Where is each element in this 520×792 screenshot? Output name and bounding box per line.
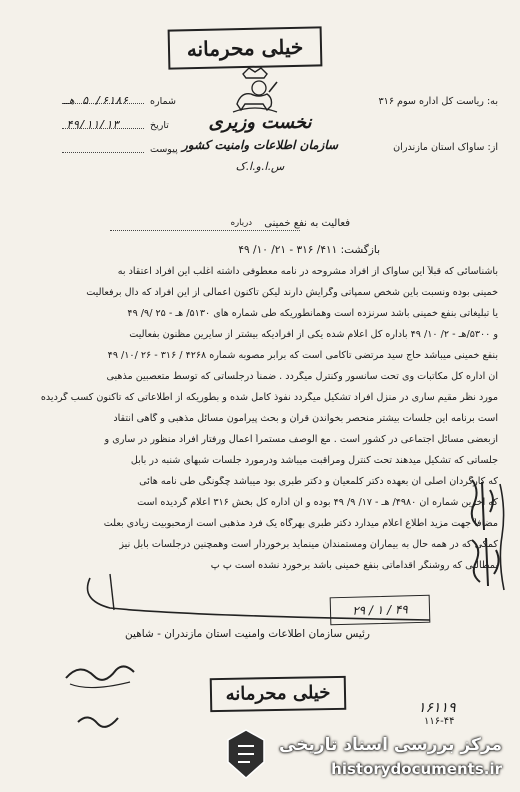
subject-label: درباره bbox=[230, 218, 252, 228]
number-value: ۶۱۸۶/ ۵ هـ bbox=[62, 94, 129, 107]
body-line: ازبعضی مسائل اجتماعی در کشور است . مع الوصف مستمراً اعمال ورفتار افراد منظور در ساری و bbox=[104, 434, 498, 445]
body-line: و ۵۳۰۰/هـ - ۲/ ۱۰/ ۴۹ باداره کل اعلام شده یکی از افرادیکه بیشتر از سایرین مظنون بفعالیت bbox=[129, 329, 498, 340]
date-value: ۴۹/۱۱/۱۳ bbox=[66, 118, 119, 131]
body-line: مورد نظر مقیم ساری در منزل افراد تشکیل میگردد نفوذ کامل شده و بطوریکه از اطلاعاتی که تاکنون کسب گردیده bbox=[40, 392, 498, 403]
reference-line: بازگشت: ۴۱۱/ ۳۱۶ - ۲۱/ ۱۰/ ۴۹ bbox=[238, 244, 380, 256]
classification-stamp-top: خیلی محرمانه bbox=[168, 26, 323, 69]
body-line: آن اداره کل مکاتبات وی تحت سانسور وکنترل میگردد . ضمناً درجلساتی که توسط متعصبین مذهبی bbox=[106, 371, 498, 382]
margin-handwritten-note-icon bbox=[460, 470, 516, 620]
footer-url: historydocuments.ir bbox=[331, 760, 502, 778]
body-line: یا تبلیغاتی بنفع خمینی باشد سرنزده است وهمانطوریکه طی شماره های ۵۱۳۰/ هـ - ۲۵ /۹/ ۴۹ bbox=[127, 308, 498, 319]
history-documents-logo-icon bbox=[224, 728, 268, 780]
lion-and-sun-emblem-icon bbox=[229, 64, 281, 116]
body-line: باشناسائی که قبلاً این ساواک از افراد مشروحه در نامه معطوفی داشته اغلب این افراد اعتقاد به bbox=[117, 266, 498, 277]
body-line: که آخرین شماره آن ۴۹۸۰/ هـ - ۱۷/ ۹/ ۴۹ بوده و آن اداره کل بخش ۳۱۶ اعلام گردیده است bbox=[137, 497, 498, 508]
body-line: جلساتی که تشکیل میدهند تحت کنترل ومراقبت میباشد ودرمورد جلسات شبهای شنبه در بابل bbox=[130, 455, 498, 466]
received-stamp bbox=[330, 595, 431, 626]
body-line: مضافاً جهت مزید اطلاع اعلام میدارد دکتر طبری بهرگاه یک فرد مذهبی است ازمحبوبیت زیادی بعلت bbox=[103, 518, 498, 529]
ministry-heading: نخست وزیری bbox=[208, 112, 312, 133]
footer-title: مرکز بررسی اسناد تاریخی bbox=[279, 735, 502, 755]
date-label: تاریخ bbox=[150, 120, 169, 131]
from-line: از: ساواک استان مازندران bbox=[393, 142, 498, 153]
attachment-label: پیوست bbox=[150, 144, 178, 155]
classification-stamp-bottom: خیلی محرمانه bbox=[210, 676, 347, 712]
handwritten-initials-icon bbox=[60, 652, 140, 742]
file-sub-number: ۱۱۶-۴۴ bbox=[424, 716, 455, 727]
to-line: به: ریاست کل اداره سوم ۳۱۶ bbox=[378, 96, 498, 107]
body-line: بمطالبی که روشنگر اقداماتی بنفع خمینی باشد برخورد نشده است پ پ bbox=[210, 560, 498, 571]
organization-heading: سازمان اطلاعات وامنیت کشور bbox=[181, 138, 339, 152]
subject-value: فعالیت به نفع خمینی bbox=[264, 218, 350, 229]
body-line: کمکی که در همه حال به بیماران ومستمندان مینماید برخوردار است وهمچنین درجلسات بابل نیز bbox=[119, 539, 498, 550]
received-stamp-value: ۲۹ / ۱ / ۴۹ bbox=[352, 602, 408, 618]
file-number: ۱۶۱۱۹ bbox=[418, 700, 456, 716]
signature-title: رئیس سازمان اطلاعات وامنیت استان مازندران - شاهین bbox=[125, 628, 370, 640]
number-label: شماره bbox=[150, 96, 176, 107]
organization-code: س.ا.و.ا.ک bbox=[235, 160, 285, 173]
body-line: خمینی بوده ونسبت باین شخص سمپاتی وگرایش دارند لیکن تاکنون اعمالی از این افراد که دال برفعالیت bbox=[86, 287, 498, 298]
body-line: است برنامه این جلسات بیشتر منحصر بخواندن قرآن و بحث پیرامون مسائل مذهبی و گاهی انتقاد bbox=[113, 413, 498, 424]
body-line: که کارگردان اصلی آن بعهده دکتر کلمعیان و دکتر طبری بود میباشد چگونگی طی نامه هائی bbox=[139, 476, 498, 487]
body-line: بنفع خمینی میباشد حاج سید مرتضی تاکامی است که برابر مصوبه شماره ۴۲۶۸ / ۳۱۶ - ۲۶ /۱۰/ ۴۹ bbox=[107, 350, 498, 361]
